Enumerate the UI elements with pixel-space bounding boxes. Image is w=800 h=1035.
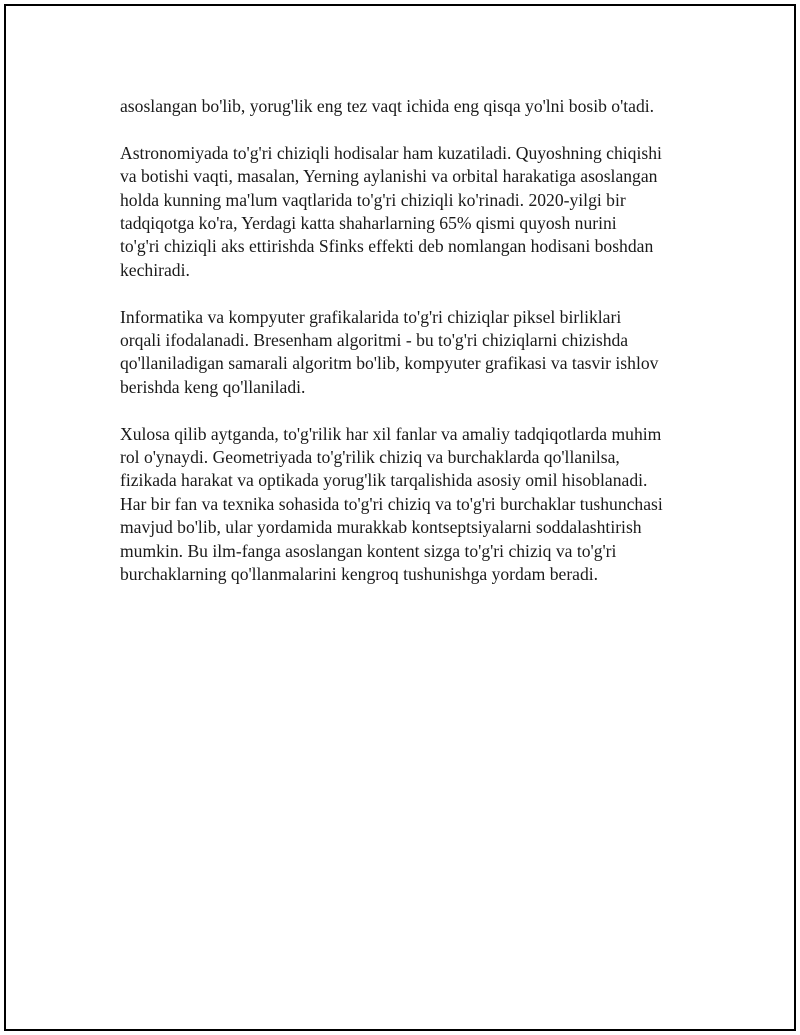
paragraph-2: [120, 142, 700, 282]
text-line: tadqiqotga ko'ra, Yerdagi katta shaharlarning 65% qismi quyosh nurini: [120, 213, 617, 234]
text-line: va botishi vaqti, masalan, Yerning aylanishi va orbital harakatiga asoslangan: [120, 166, 658, 187]
text-line: Informatika va kompyuter grafikalarida to'g'ri chiziqlar piksel birliklari: [120, 306, 622, 327]
text-line: rol o'ynaydi. Geometriyada to'g'rilik chiziq va burchaklarda qo'llanilsa,: [120, 447, 620, 468]
text-line: kechiradi.: [120, 259, 190, 280]
text-line: Xulosa qilib aytganda, to'g'rilik har xil fanlar va amaliy tadqiqotlarda muhim: [120, 423, 662, 444]
text-line: Har bir fan va texnika sohasida to'g'ri chiziq va to'g'ri burchaklar tushunchasi: [120, 493, 663, 514]
text-line: mavjud bo'lib, ular yordamida murakkab kontseptsiyalarni soddalashtirish: [120, 517, 642, 538]
text-line: holda kunning ma'lum vaqtlarida to'g'ri chiziqli ko'rinadi. 2020-yilgi bir: [120, 189, 626, 210]
text-line: asoslangan bo'lib, yorug'lik eng tez vaqt ichida eng qisqa yo'lni bosib o'tadi.: [120, 96, 655, 116]
text-line: berishda keng qo'llaniladi.: [120, 376, 306, 397]
document-body: [120, 95, 700, 610]
text-line: burchaklarning qo'llanmalarini kengroq tushunishga yordam beradi.: [120, 564, 599, 585]
paragraph-4: [120, 423, 700, 587]
document-page: [4, 4, 796, 1031]
text-line: orqali ifodalanadi. Bresenham algoritmi - bu to'g'ri chiziqlarni chizishda: [120, 330, 629, 351]
text-line: fizikada harakat va optikada yorug'lik tarqalishida asosiy omil hisoblanadi.: [120, 470, 648, 491]
text-line: mumkin. Bu ilm-fanga asoslangan kontent sizga to'g'ri chiziq va to'g'ri: [120, 540, 617, 561]
text-line: qo'llaniladigan samarali algoritm bo'lib, kompyuter grafikasi va tasvir ishlov: [120, 353, 659, 374]
text-line: to'g'ri chiziqli aks ettirishda Sfinks effekti deb nomlangan hodisani boshdan: [120, 236, 654, 257]
paragraph-1: [120, 95, 700, 118]
paragraph-3: [120, 306, 700, 400]
text-line: Astronomiyada to'g'ri chiziqli hodisalar ham kuzatiladi. Quyoshning chiqishi: [120, 142, 662, 163]
